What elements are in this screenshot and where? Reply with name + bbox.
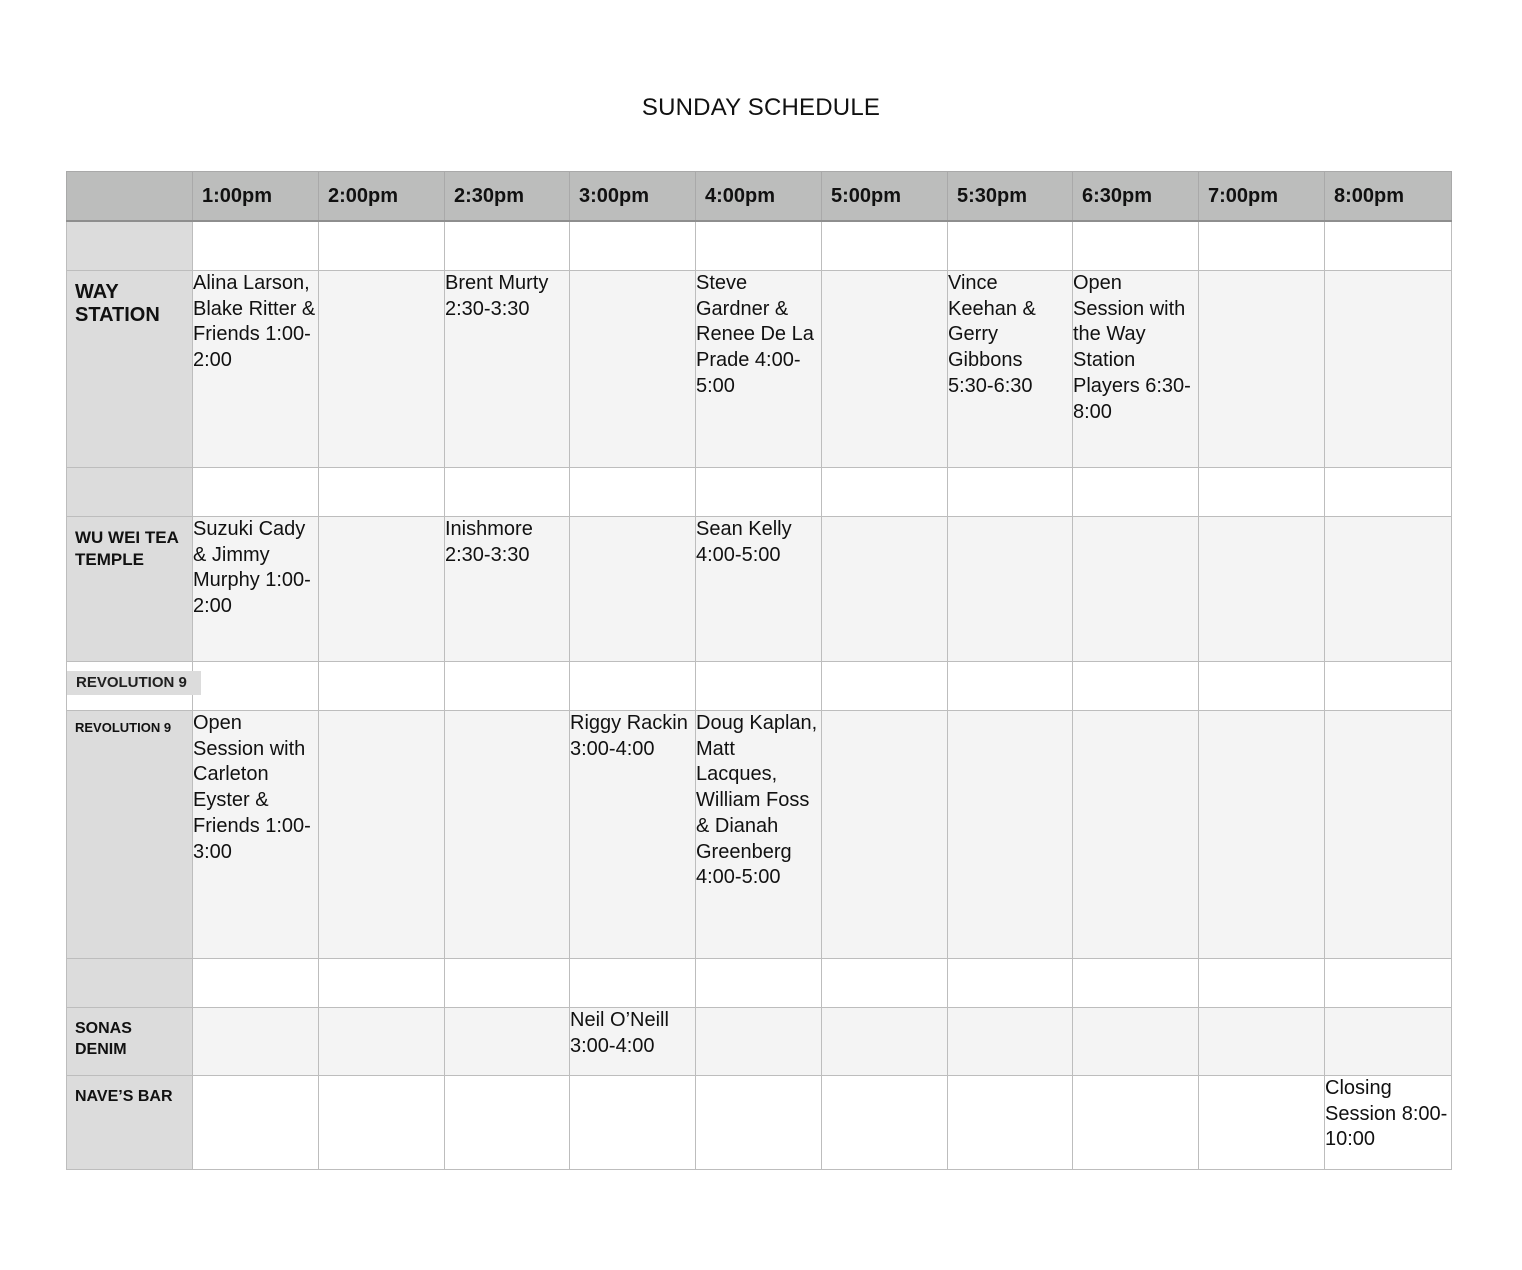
schedule-cell	[445, 711, 570, 959]
schedule-cell	[445, 1008, 570, 1076]
schedule-cell	[570, 1076, 696, 1170]
schedule-cell	[319, 711, 445, 959]
venue-row-way-station	[67, 271, 1452, 468]
row-head-empty	[67, 221, 193, 271]
row-head-empty	[67, 468, 193, 517]
schedule-cell	[1325, 271, 1452, 468]
schedule-cell	[1325, 711, 1452, 959]
schedule-cell: Riggy Rackin 3:00-4:00	[570, 711, 696, 959]
schedule-cell	[822, 517, 948, 662]
schedule-cell	[319, 271, 445, 468]
venue-row-revolution	[67, 711, 1452, 959]
schedule-cell	[1073, 517, 1199, 662]
schedule-cell: Closing Session 8:00-10:00	[1325, 1076, 1452, 1170]
schedule-table	[66, 171, 1452, 1170]
time-header: 2:00pm	[319, 172, 445, 222]
time-header: 6:30pm	[1073, 172, 1199, 222]
schedule-cell	[1199, 271, 1325, 468]
spacer-row	[67, 221, 1452, 271]
venue-row-wu-wei	[67, 517, 1452, 662]
schedule-cell: Brent Murty 2:30-3:30	[445, 271, 570, 468]
schedule-cell: Open Session with Carleton Eyster & Friends 1:00-3:00	[193, 711, 319, 959]
schedule-cell	[822, 1008, 948, 1076]
schedule-cell: Sean Kelly 4:00-5:00	[696, 517, 822, 662]
time-header: 5:00pm	[822, 172, 948, 222]
venue-row-sonas-denim	[67, 1008, 1452, 1076]
venue-name: NAVE’S BAR	[67, 1076, 193, 1170]
schedule-cell	[948, 517, 1073, 662]
revolution-label-cell	[67, 662, 193, 711]
time-header-row	[67, 172, 1452, 222]
venue-name: WAY STATION	[67, 271, 193, 468]
page-title: SUNDAY SCHEDULE	[641, 94, 881, 121]
venue-name: SONAS DENIM	[67, 1008, 193, 1076]
schedule-cell: Neil O’Neill 3:00-4:00	[570, 1008, 696, 1076]
time-header: 2:30pm	[445, 172, 570, 222]
schedule-cell	[696, 1008, 822, 1076]
schedule-cell	[822, 1076, 948, 1170]
schedule-cell	[1199, 711, 1325, 959]
spacer-row	[67, 468, 1452, 517]
schedule-cell: Doug Kaplan, Matt Lacques, William Foss & Dianah Greenberg 4:00-5:00	[696, 711, 822, 959]
schedule-cell	[1325, 517, 1452, 662]
schedule-cell	[570, 517, 696, 662]
schedule-cell: Suzuki Cady & Jimmy Murphy 1:00-2:00	[193, 517, 319, 662]
schedule-cell	[822, 711, 948, 959]
time-header: 5:30pm	[948, 172, 1073, 222]
time-header: 4:00pm	[696, 172, 822, 222]
schedule-cell	[948, 1008, 1073, 1076]
schedule-cell: Vince Keehan & Gerry Gibbons 5:30-6:30	[948, 271, 1073, 468]
schedule-cell: Open Session with the Way Station Players 6:30-8:00	[1073, 271, 1199, 468]
schedule-cell	[822, 271, 948, 468]
time-header: 3:00pm	[570, 172, 696, 222]
schedule-cell: Inishmore 2:30-3:30	[445, 517, 570, 662]
schedule-cell	[948, 1076, 1073, 1170]
schedule-cell	[193, 1008, 319, 1076]
revolution-label-row	[67, 662, 1452, 711]
schedule-cell	[948, 711, 1073, 959]
venue-row-naves-bar	[67, 1076, 1452, 1170]
schedule-cell	[570, 271, 696, 468]
corner-cell	[67, 172, 193, 222]
schedule-cell	[319, 517, 445, 662]
schedule-cell	[319, 1076, 445, 1170]
row-head-empty	[67, 959, 193, 1008]
time-header: 1:00pm	[193, 172, 319, 222]
venue-name: REVOLUTION 9	[67, 711, 193, 959]
schedule-cell: Alina Larson, Blake Ritter & Friends 1:00-2:00	[193, 271, 319, 468]
schedule-cell	[1199, 1008, 1325, 1076]
time-header: 8:00pm	[1325, 172, 1452, 222]
schedule-cell	[1325, 1008, 1452, 1076]
spacer-row	[67, 959, 1452, 1008]
schedule-cell	[1199, 517, 1325, 662]
time-header: 7:00pm	[1199, 172, 1325, 222]
schedule-cell	[319, 1008, 445, 1076]
schedule-cell: Steve Gardner & Renee De La Prade 4:00-5:00	[696, 271, 822, 468]
schedule-cell	[1073, 1076, 1199, 1170]
schedule-cell	[1073, 711, 1199, 959]
revolution-label: REVOLUTION 9	[67, 671, 201, 695]
schedule-cell	[1073, 1008, 1199, 1076]
schedule-cell	[445, 1076, 570, 1170]
venue-name: WU WEI TEA TEMPLE	[67, 517, 193, 662]
schedule-cell	[696, 1076, 822, 1170]
schedule-cell	[193, 1076, 319, 1170]
schedule-cell	[1199, 1076, 1325, 1170]
